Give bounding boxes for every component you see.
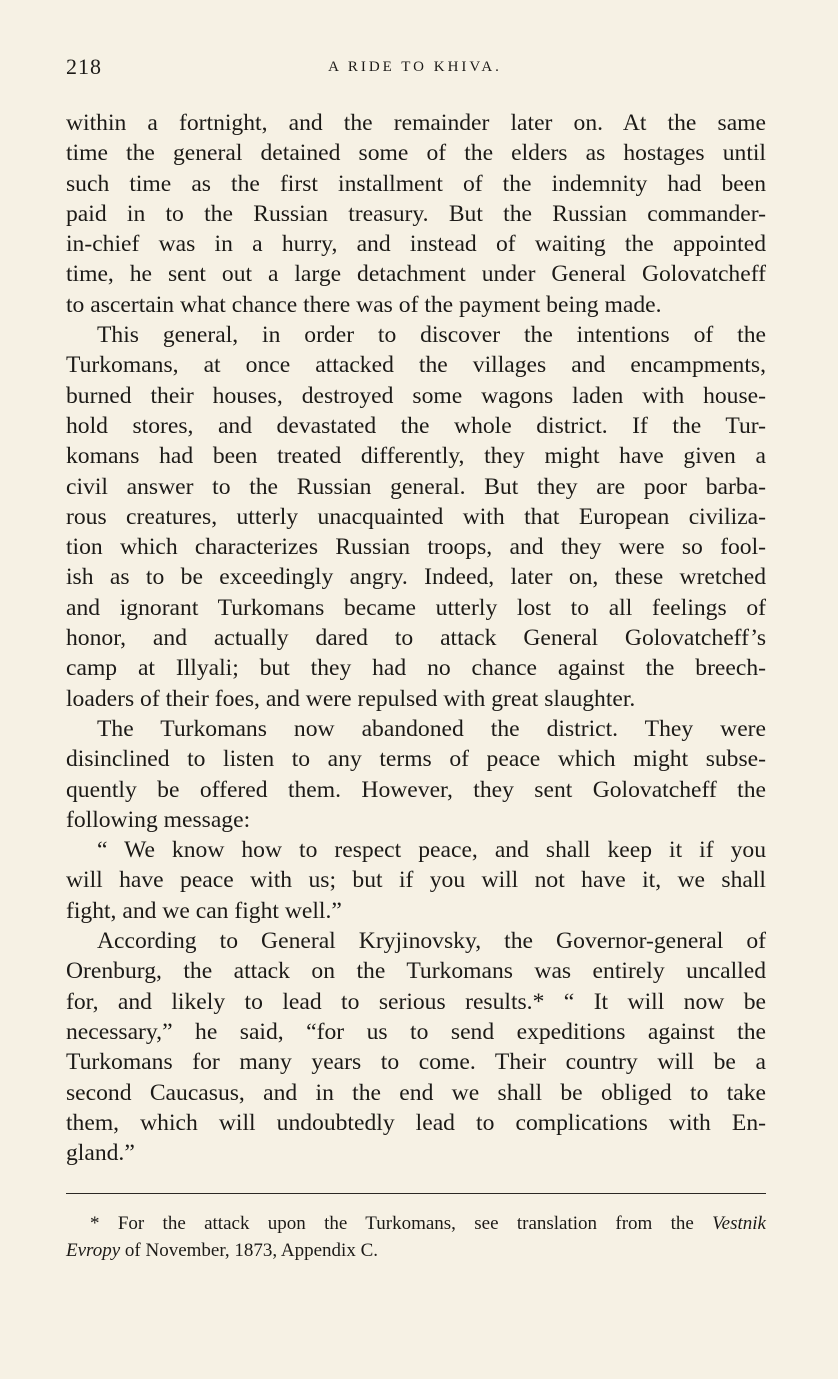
text-line: quently be offered them. However, they sent Golovatcheff the <box>66 776 766 803</box>
text-line: Turkomans for many years to come. Their country will be a <box>66 1049 766 1076</box>
text-line: necessary,” he said, “for us to send expeditions against the <box>66 1018 766 1045</box>
body-text <box>66 108 766 1168</box>
text-line: to ascertain what chance there was of the payment being made. <box>66 291 662 318</box>
text-line: komans had been treated differently, they might have given a <box>66 443 766 470</box>
text-line: hold stores, and devastated the whole district. If the Tur- <box>66 412 766 439</box>
footnote-text: * For the attack upon the Turkomans, see translation from the <box>90 1213 694 1234</box>
footnote-line <box>66 1237 766 1264</box>
text-line: gland.” <box>66 1140 135 1167</box>
text-line: burned their houses, destroyed some wagons laden with house- <box>66 382 766 409</box>
text-line: The Turkomans now abandoned the district. They were <box>97 715 766 742</box>
footnote-line <box>66 1210 766 1237</box>
text-line: second Caucasus, and in the end we shall be obliged to take <box>66 1079 766 1106</box>
footnote-divider <box>66 1193 766 1194</box>
text-line: Turkomans, at once attacked the villages and encampments, <box>66 352 766 379</box>
footnote <box>66 1210 766 1264</box>
text-line: civil answer to the Russian general. But they are poor barba- <box>66 473 766 500</box>
paragraph <box>66 320 766 714</box>
text-line: Orenburg, the attack on the Turkomans was entirely uncalled <box>66 958 766 985</box>
text-line: disinclined to listen to any terms of peace which might subse- <box>66 746 766 773</box>
text-line: for, and likely to lead to serious results.* “ It will now be <box>66 988 766 1015</box>
paragraph <box>66 926 766 1168</box>
text-line: in-chief was in a hurry, and instead of waiting the appointed <box>66 231 766 258</box>
text-line: within a fortnight, and the remainder later on. At the same <box>66 110 766 136</box>
text-line: time, he sent out a large detachment under General Golovatcheff <box>66 261 766 288</box>
text-line: and ignorant Turkomans became utterly lost to all feelings of <box>66 594 766 621</box>
text-line: This general, in order to discover the intentions of the <box>97 322 766 349</box>
text-line: following message: <box>66 806 251 833</box>
text-line: paid in to the Russian treasury. But the Russian commander- <box>66 200 766 227</box>
running-header <box>66 54 764 84</box>
text-line: tion which characterizes Russian troops, and they were so fool- <box>66 534 766 561</box>
paragraph <box>66 714 766 835</box>
text-line: loaders of their foes, and were repulsed with great slaughter. <box>66 685 636 712</box>
text-line: According to General Kryjinovsky, the Governor-general of <box>97 928 766 955</box>
page-number: 218 <box>66 54 102 79</box>
text-line: honor, and actually dared to attack General Golovatcheff’s <box>66 625 766 652</box>
text-line: will have peace with us; but if you will not have it, we shall <box>66 867 766 894</box>
paragraph <box>66 108 766 320</box>
text-line: rous creatures, utterly unacquainted with that European civiliza- <box>66 503 766 530</box>
paragraph <box>66 835 766 926</box>
running-title: A RIDE TO KHIVA. <box>328 59 502 75</box>
text-line: ish as to be exceedingly angry. Indeed, later on, these wretched <box>66 564 766 591</box>
footnote-italic-title: Evropy <box>66 1240 121 1261</box>
footnote-italic-title: Vestnik <box>712 1213 766 1234</box>
text-line: fight, and we can fight well.” <box>66 897 342 924</box>
text-line: camp at Illyali; but they had no chance against the breech- <box>66 655 766 682</box>
text-line: them, which will undoubtedly lead to complications with En- <box>66 1109 766 1136</box>
text-line: time the general detained some of the elders as hostages until <box>66 140 766 167</box>
text-line: such time as the first installment of the indemnity had been <box>66 170 766 197</box>
footnote-text: of November, 1873, Appendix C. <box>120 1240 378 1261</box>
text-line: “ We know how to respect peace, and shall keep it if you <box>97 837 766 864</box>
